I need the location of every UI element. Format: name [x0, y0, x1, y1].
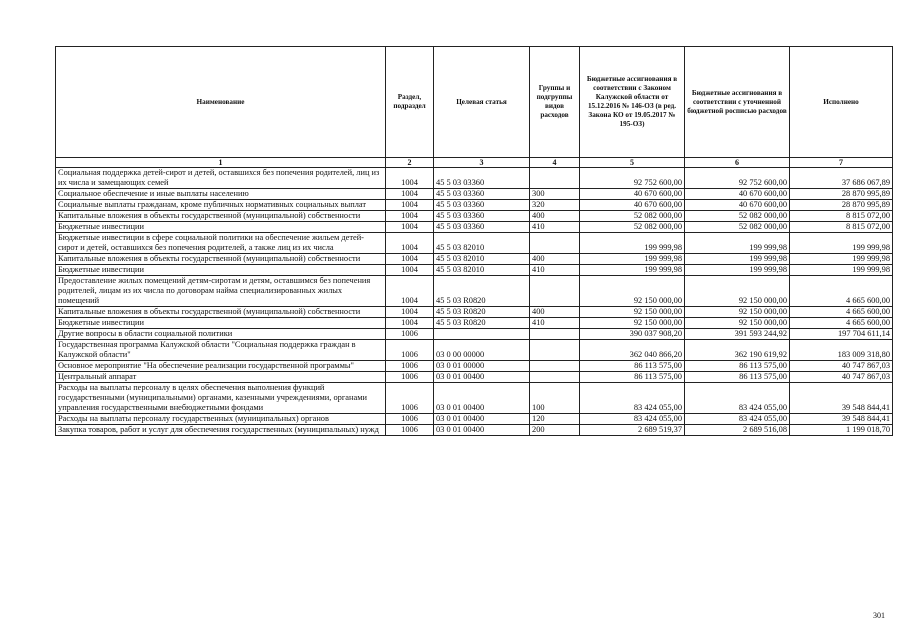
row-assigned-law: 2 689 519,37: [580, 425, 685, 436]
row-group: 410: [530, 265, 580, 276]
table-row: [56, 361, 893, 372]
row-target: 45 5 03 82010: [434, 254, 530, 265]
row-assigned-law: 92 150 000,00: [580, 318, 685, 329]
row-executed: 4 665 600,00: [790, 318, 893, 329]
row-assigned-refined: 83 424 055,00: [685, 383, 790, 414]
budget-table: [55, 46, 893, 436]
row-name: Бюджетные инвестиции в сфере социальной политики на обеспечение жильем детей-сирот и детей, оставшихся без попечения родителей, а также лиц из их числа: [56, 233, 386, 254]
table-row: [56, 307, 893, 318]
row-name: Основное мероприятие "На обеспечение реализации государственной программы": [56, 361, 386, 372]
column-number: 6: [685, 158, 790, 168]
row-group: 410: [530, 222, 580, 233]
row-executed: 4 665 600,00: [790, 307, 893, 318]
row-target: 45 5 03 R0820: [434, 307, 530, 318]
row-name: Социальная поддержка детей-сирот и детей, оставшихся без попечения родителей, лиц из их числа и замещающих семей: [56, 168, 386, 189]
row-target: 45 5 03 03360: [434, 200, 530, 211]
row-name: Капитальные вложения в объекты государственной (муниципальной) собственности: [56, 307, 386, 318]
row-target: [434, 329, 530, 340]
row-executed: 39 548 844,41: [790, 383, 893, 414]
row-assigned-refined: 40 670 600,00: [685, 200, 790, 211]
row-assigned-refined: 52 082 000,00: [685, 222, 790, 233]
table-row: [56, 233, 893, 254]
row-target: 03 0 01 00400: [434, 383, 530, 414]
row-assigned-refined: 92 150 000,00: [685, 307, 790, 318]
row-assigned-law: 83 424 055,00: [580, 414, 685, 425]
row-section: 1006: [386, 361, 434, 372]
row-section: 1006: [386, 414, 434, 425]
row-assigned-refined: 86 113 575,00: [685, 372, 790, 383]
table-row: [56, 383, 893, 414]
row-name: Предоставление жилых помещений детям-сиротам и детям, оставшимся без попечения родителей, лицам из их числа по договорам найма специализированных жилых помещений: [56, 276, 386, 307]
header-executed: Исполнено: [790, 47, 893, 158]
row-executed: 40 747 867,03: [790, 361, 893, 372]
row-assigned-refined: 199 999,98: [685, 265, 790, 276]
row-assigned-law: 92 150 000,00: [580, 307, 685, 318]
row-name: Бюджетные инвестиции: [56, 222, 386, 233]
row-executed: 8 815 072,00: [790, 211, 893, 222]
row-assigned-refined: 362 190 619,92: [685, 340, 790, 361]
budget-sheet: [55, 46, 892, 436]
row-name: Закупка товаров, работ и услуг для обеспечения государственных (муниципальных) нужд: [56, 425, 386, 436]
row-group: [530, 372, 580, 383]
row-target: 45 5 03 82010: [434, 265, 530, 276]
row-name: Расходы на выплаты персоналу государственных (муниципальных) органов: [56, 414, 386, 425]
table-row: [56, 265, 893, 276]
row-assigned-refined: 52 082 000,00: [685, 211, 790, 222]
table-body: [56, 168, 893, 436]
row-group: [530, 233, 580, 254]
table-row: [56, 189, 893, 200]
row-group: 120: [530, 414, 580, 425]
row-assigned-law: 92 150 000,00: [580, 276, 685, 307]
row-target: 45 5 03 03360: [434, 222, 530, 233]
row-group: 300: [530, 189, 580, 200]
row-section: 1004: [386, 168, 434, 189]
row-section: 1004: [386, 222, 434, 233]
row-target: 03 0 00 00000: [434, 340, 530, 361]
table-row: [56, 254, 893, 265]
row-assigned-refined: 92 752 600,00: [685, 168, 790, 189]
row-target: 03 0 01 00400: [434, 425, 530, 436]
column-number: 3: [434, 158, 530, 168]
row-group: [530, 276, 580, 307]
row-assigned-law: 86 113 575,00: [580, 361, 685, 372]
table-row: [56, 168, 893, 189]
row-section: 1004: [386, 318, 434, 329]
row-target: 45 5 03 03360: [434, 189, 530, 200]
row-section: 1004: [386, 189, 434, 200]
table-row: [56, 200, 893, 211]
row-assigned-law: 86 113 575,00: [580, 372, 685, 383]
row-target: 45 5 03 03360: [434, 168, 530, 189]
row-group: [530, 340, 580, 361]
header-assigned-law: Бюджетные ассигнования в соответствии с Законом Калужской области от 15.12.2016 № 146-ОЗ (в ред. Закона КО от 19.05.2017 № 195-ОЗ): [580, 47, 685, 158]
row-target: 03 0 01 00000: [434, 361, 530, 372]
row-name: Бюджетные инвестиции: [56, 265, 386, 276]
table-row: [56, 222, 893, 233]
table-row: [56, 318, 893, 329]
row-group: 410: [530, 318, 580, 329]
row-name: Капитальные вложения в объекты государственной (муниципальной) собственности: [56, 254, 386, 265]
row-assigned-law: 199 999,98: [580, 265, 685, 276]
row-target: 45 5 03 03360: [434, 211, 530, 222]
row-section: 1004: [386, 254, 434, 265]
row-group: 200: [530, 425, 580, 436]
row-assigned-law: 362 040 866,20: [580, 340, 685, 361]
row-executed: 28 870 995,89: [790, 189, 893, 200]
row-assigned-law: 40 670 600,00: [580, 189, 685, 200]
row-executed: 197 704 611,14: [790, 329, 893, 340]
row-executed: 37 686 067,89: [790, 168, 893, 189]
row-executed: 8 815 072,00: [790, 222, 893, 233]
row-executed: 183 009 318,80: [790, 340, 893, 361]
row-assigned-law: 92 752 600,00: [580, 168, 685, 189]
row-target: 03 0 01 00400: [434, 414, 530, 425]
row-section: 1004: [386, 276, 434, 307]
column-number: 5: [580, 158, 685, 168]
row-section: 1006: [386, 372, 434, 383]
row-target: 45 5 03 R0820: [434, 276, 530, 307]
row-section: 1006: [386, 383, 434, 414]
row-executed: 39 548 844,41: [790, 414, 893, 425]
row-assigned-law: 390 037 908,20: [580, 329, 685, 340]
row-target: 45 5 03 82010: [434, 233, 530, 254]
row-assigned-refined: 83 424 055,00: [685, 414, 790, 425]
column-number-row: [56, 158, 893, 168]
row-name: Расходы на выплаты персоналу в целях обеспечения выполнения функций государственными (муниципальными) органами, казенными учреждениями, органами управления государственными внебюджетными фондами: [56, 383, 386, 414]
row-assigned-refined: 199 999,98: [685, 233, 790, 254]
row-name: Государственная программа Калужской области "Социальная поддержка граждан в Калужской области": [56, 340, 386, 361]
table-row: [56, 340, 893, 361]
row-section: 1004: [386, 265, 434, 276]
row-executed: 28 870 995,89: [790, 200, 893, 211]
row-executed: 1 199 018,70: [790, 425, 893, 436]
row-assigned-refined: 86 113 575,00: [685, 361, 790, 372]
row-name: Социальные выплаты гражданам, кроме публичных нормативных социальных выплат: [56, 200, 386, 211]
header-row: [56, 47, 893, 158]
table-row: [56, 276, 893, 307]
header-section: Раздел, подраздел: [386, 47, 434, 158]
row-executed: 40 747 867,03: [790, 372, 893, 383]
header-name: Наименование: [56, 47, 386, 158]
row-name: Социальное обеспечение и иные выплаты населению: [56, 189, 386, 200]
row-section: 1006: [386, 329, 434, 340]
row-assigned-law: 40 670 600,00: [580, 200, 685, 211]
row-name: Другие вопросы в области социальной политики: [56, 329, 386, 340]
row-name: Центральный аппарат: [56, 372, 386, 383]
row-group: 400: [530, 211, 580, 222]
column-number: 2: [386, 158, 434, 168]
row-name: Капитальные вложения в объекты государственной (муниципальной) собственности: [56, 211, 386, 222]
row-group: 100: [530, 383, 580, 414]
row-assigned-law: 52 082 000,00: [580, 222, 685, 233]
column-number: 4: [530, 158, 580, 168]
table-row: [56, 372, 893, 383]
row-executed: 4 665 600,00: [790, 276, 893, 307]
column-number: 1: [56, 158, 386, 168]
row-assigned-law: 83 424 055,00: [580, 383, 685, 414]
page-number: 301: [873, 611, 885, 620]
row-section: 1004: [386, 307, 434, 318]
row-section: 1004: [386, 233, 434, 254]
row-assigned-refined: 40 670 600,00: [685, 189, 790, 200]
row-section: 1006: [386, 425, 434, 436]
row-section: 1004: [386, 211, 434, 222]
row-group: [530, 361, 580, 372]
table-row: [56, 425, 893, 436]
header-groups: Группы и подгруппы видов расходов: [530, 47, 580, 158]
row-executed: 199 999,98: [790, 265, 893, 276]
table-row: [56, 329, 893, 340]
row-assigned-law: 199 999,98: [580, 254, 685, 265]
table-row: [56, 414, 893, 425]
table-row: [56, 211, 893, 222]
row-group: [530, 329, 580, 340]
row-group: 320: [530, 200, 580, 211]
row-section: 1004: [386, 200, 434, 211]
header-target: Целевая статья: [434, 47, 530, 158]
row-target: 03 0 01 00400: [434, 372, 530, 383]
row-group: 400: [530, 254, 580, 265]
row-target: 45 5 03 R0820: [434, 318, 530, 329]
row-group: 400: [530, 307, 580, 318]
row-group: [530, 168, 580, 189]
row-executed: 199 999,98: [790, 233, 893, 254]
row-assigned-refined: 199 999,98: [685, 254, 790, 265]
row-section: 1006: [386, 340, 434, 361]
row-assigned-law: 52 082 000,00: [580, 211, 685, 222]
row-executed: 199 999,98: [790, 254, 893, 265]
row-assigned-law: 199 999,98: [580, 233, 685, 254]
column-number: 7: [790, 158, 893, 168]
row-assigned-refined: 2 689 516,08: [685, 425, 790, 436]
header-assigned-refined: Бюджетные ассигнования в соответствии с уточненной бюджетной росписью расходов: [685, 47, 790, 158]
row-assigned-refined: 391 593 244,92: [685, 329, 790, 340]
row-assigned-refined: 92 150 000,00: [685, 276, 790, 307]
row-name: Бюджетные инвестиции: [56, 318, 386, 329]
row-assigned-refined: 92 150 000,00: [685, 318, 790, 329]
